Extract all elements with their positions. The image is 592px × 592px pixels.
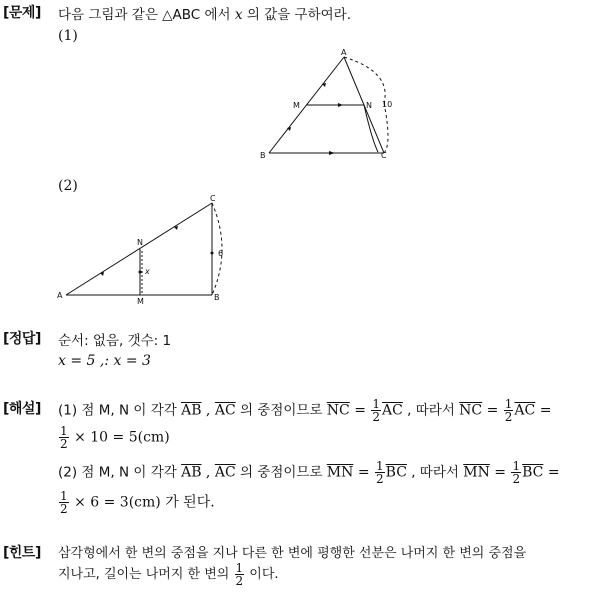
label-M: M (137, 297, 144, 306)
answer-line-1: 순서: 없음, 갯수: 1 (58, 333, 172, 349)
separator: , (201, 402, 215, 419)
denominator: 2 (60, 437, 68, 451)
dashed-arc-NC (384, 103, 388, 153)
explanation-line-1 (58, 398, 551, 423)
label-side-value: 6 (218, 249, 224, 258)
segment-BC: $\overline{BC}$ (385, 464, 407, 481)
explanation-line-2 (58, 425, 170, 450)
numerator: 1 (372, 397, 381, 411)
part2-label: (2) (58, 178, 78, 194)
problem-question (58, 3, 351, 23)
tick-mark-NA (100, 272, 104, 276)
arrow-mark-BC (329, 151, 335, 155)
segment-NC: $\overline{NC}$ (459, 402, 483, 419)
text: , 따라서 (402, 402, 460, 419)
segment-BC: $\overline{BC}$ (522, 464, 544, 481)
label-N: N (137, 238, 143, 247)
label-M: M (293, 101, 300, 110)
numerator: 1 (504, 397, 513, 411)
label-C: C (381, 151, 387, 160)
fraction-half (504, 398, 514, 423)
explanation-tag: [해설] (3, 401, 41, 417)
equals: = (349, 402, 371, 419)
midpoint-CB (211, 252, 214, 255)
segment-MN: $\overline{MN}$ (326, 464, 354, 481)
label-N: N (366, 101, 372, 110)
dashed-arc-AN (344, 57, 385, 103)
label-C: C (210, 194, 216, 203)
fraction-half (375, 460, 385, 485)
result-1: × 10 = 5(cm) (69, 429, 170, 446)
equals: = (535, 402, 552, 419)
numerator: 1 (60, 489, 68, 503)
segment-AC: $\overline{AC}$ (214, 464, 236, 481)
label-B: B (260, 151, 266, 160)
figure-1-triangle (255, 45, 395, 165)
result-2: × 6 = 3(cm) 가 된다. (69, 494, 215, 511)
answer-line-2: x = 5 ,: x = 3 (58, 353, 151, 369)
label-side-value: 10 (382, 100, 393, 109)
fraction-half (59, 490, 69, 515)
equals: = (489, 464, 511, 481)
part1-label: (1) (58, 28, 78, 44)
numerator: 1 (235, 561, 244, 575)
label-A: A (57, 291, 63, 300)
denominator: 2 (235, 574, 244, 588)
numerator: 1 (512, 459, 521, 473)
equals: = (353, 464, 375, 481)
fraction-half (371, 398, 381, 423)
segment-AB: $\overline{AB}$ (181, 402, 202, 419)
segment-AB: $\overline{AB}$ (181, 464, 202, 481)
denominator: 2 (376, 472, 384, 486)
problem-tag: [문제] (3, 5, 41, 21)
text: 의 중점이므로 (235, 402, 327, 419)
numerator: 1 (376, 459, 384, 473)
fraction-half (59, 425, 69, 450)
explanation-line-4 (58, 490, 215, 515)
numerator: 1 (60, 424, 68, 438)
text: (1) 점 M, N 이 각각 (58, 402, 182, 419)
question-variable: x (234, 7, 243, 23)
fraction-half (235, 562, 245, 587)
equals: = (482, 402, 503, 419)
midpoint-NM (139, 271, 142, 274)
equals: = (543, 464, 560, 481)
text: 지나고, 길이는 나머지 한 변의 (58, 567, 234, 582)
separator: , (201, 464, 215, 481)
label-x: x (145, 267, 150, 276)
segment-MN: $\overline{MN}$ (463, 464, 490, 481)
text: 의 중점이므로 (235, 464, 327, 481)
text: (2) 점 M, N 이 각각 (58, 464, 182, 481)
explanation-line-3 (58, 460, 560, 485)
answer-tag: [정답] (3, 331, 41, 347)
denominator: 2 (60, 502, 68, 516)
figure-2-triangle (55, 192, 235, 307)
segment-AC: $\overline{AC}$ (382, 402, 403, 419)
arc-small (364, 105, 378, 152)
question-text-end: 의 값을 구하여라. (242, 7, 351, 23)
denominator: 2 (512, 472, 521, 486)
question-text: 다음 그림과 같은 △ABC 에서 (58, 7, 235, 23)
label-B: B (214, 293, 220, 302)
text-end: 이다. (245, 567, 279, 582)
hint-tag: [힌트] (3, 545, 41, 561)
arrow-mark-MN (338, 103, 343, 107)
segment-AC: $\overline{AC}$ (214, 402, 236, 419)
segment-AC (66, 203, 212, 295)
denominator: 2 (372, 410, 381, 424)
hint-line-2 (58, 562, 279, 587)
hint-line-1: 삼각형에서 한 변의 중점을 지나 다른 한 변에 평행한 선분은 나머지 한 변의 중점을 (58, 546, 527, 561)
text: , 따라서 (406, 464, 464, 481)
label-A: A (341, 48, 347, 57)
fraction-half (511, 460, 521, 485)
segment-NC: $\overline{NC}$ (326, 402, 350, 419)
denominator: 2 (504, 410, 513, 424)
segment-AC: $\overline{AC}$ (514, 402, 536, 419)
